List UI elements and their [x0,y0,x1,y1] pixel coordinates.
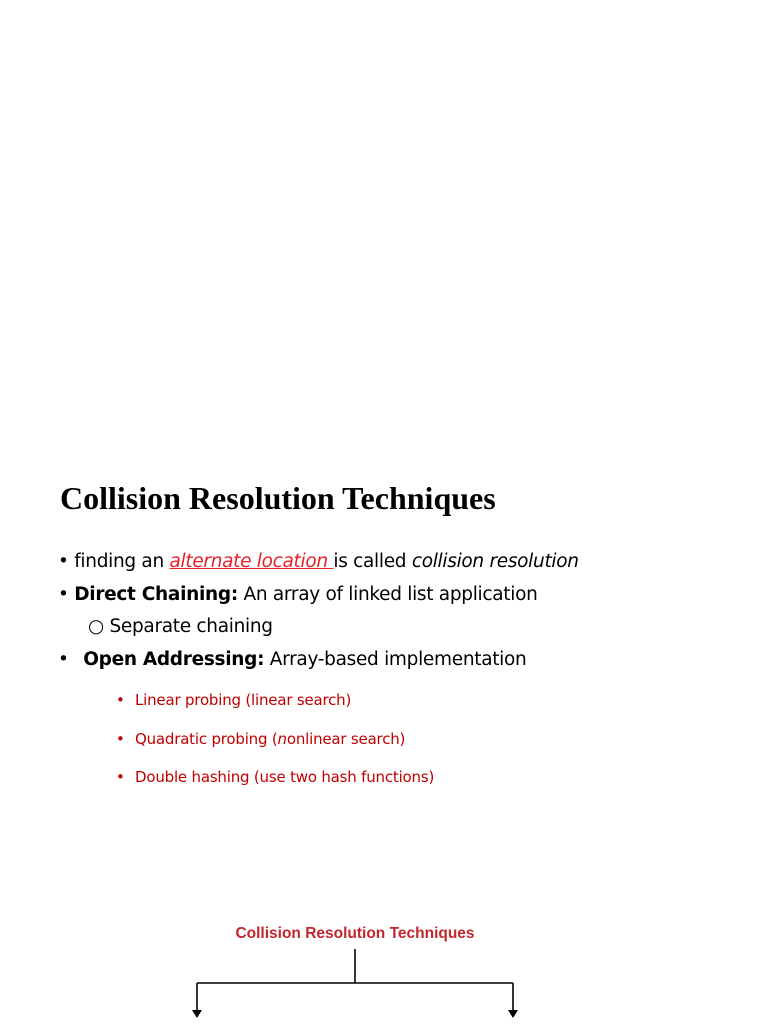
sub-bullet-linear-probing [116,690,351,710]
bullet-bold-label: Direct Chaining: [74,584,238,605]
bullet-bold-label: Open Addressing: [83,649,265,670]
sub-bullet-marker: • [116,768,125,786]
bullet-text: Separate chaining [109,616,273,637]
bullet-text: An array of linked list application [237,584,538,605]
circle-bullet-marker: ○ [88,616,104,637]
bullet-collision-resolution [58,550,579,574]
sub-bullet-double-hashing [116,767,434,787]
left-arrowhead [192,1010,202,1018]
diagram-title: Collision Resolution Techniques [235,925,475,942]
sub-bullet-text: onlinear search) [286,730,406,748]
bullet-italic-text: collision resolution [411,551,579,572]
sub-bullet-marker: • [116,730,125,748]
bullet-marker: • [58,551,69,572]
sub-bullet-italic-text: n [277,730,287,748]
bullet-marker: • [58,584,69,605]
bullet-text: Array-based implementation [264,649,527,670]
slide-title: Collision Resolution Techniques [60,480,496,516]
diagram-connectors [0,940,768,1024]
alternate-location-link: alternate location [169,551,334,572]
bullet-text: is called [333,551,412,572]
bullet-text: finding an [74,551,170,572]
sub-bullet-text: Linear probing (linear search) [135,691,352,709]
bullet-open-addressing [58,648,526,672]
bullet-separate-chaining [88,615,273,639]
bullet-marker: • [58,649,69,670]
sub-bullet-text: Quadratic probing ( [135,730,278,748]
sub-bullet-text: Double hashing (use two hash functions) [135,768,435,786]
bullet-direct-chaining [58,583,538,607]
sub-bullet-marker: • [116,691,125,709]
right-arrowhead [508,1010,518,1018]
sub-bullet-quadratic-probing [116,729,405,749]
